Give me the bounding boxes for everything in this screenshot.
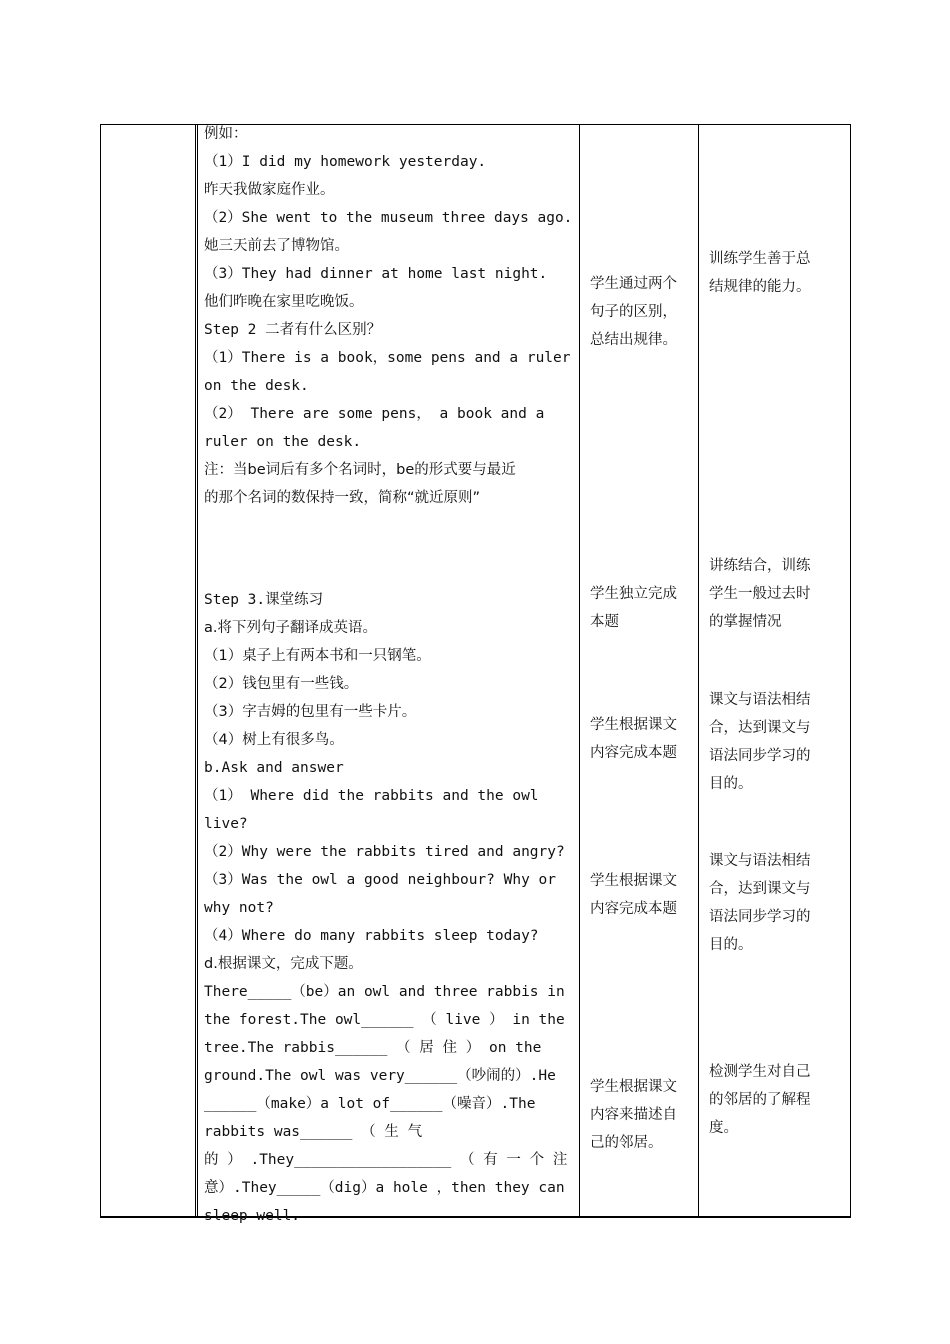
student-activity-4-line: 学生根据课文 — [590, 873, 677, 889]
student-activity-4 — [590, 867, 694, 923]
design-intent-5-line: 的邻居的了解程 — [709, 1092, 811, 1108]
student-activity-5-line: 学生根据课文 — [590, 1079, 677, 1095]
design-intent-4-line: 目的。 — [709, 937, 753, 953]
column-divider-1 — [195, 124, 196, 1218]
design-intent-3-line: 目的。 — [709, 776, 753, 792]
note-line-1: 注：当be词后有多个名词时，be的形式要与最近 — [204, 462, 516, 478]
student-activity-5-line: 内容来描述自 — [590, 1107, 677, 1123]
column-divider-3 — [698, 124, 699, 1218]
column-divider-1b — [197, 124, 198, 1218]
exercise-d-line-9: sleep well. — [204, 1208, 301, 1224]
student-activity-1-line: 总结出规律。 — [590, 332, 677, 348]
example-1-cn: 昨天我做家庭作业。 — [204, 182, 335, 198]
design-intent-2-line: 学生一般过去时 — [709, 586, 811, 602]
student-activity-2-line: 本题 — [590, 614, 619, 630]
design-intent-5 — [709, 1058, 843, 1142]
design-intent-3-line: 合，达到课文与 — [709, 720, 811, 736]
exercise-d-line-2: the forest.The owl______ （ live ） in the — [204, 1012, 565, 1028]
step-2-sentence-1-cont: on the desk. — [204, 378, 309, 394]
exercise-d-line-7: 的 ） .They__________________ （ 有 一 个 注 — [204, 1152, 568, 1168]
design-intent-2-line: 讲练结合，训练 — [709, 558, 811, 574]
step-2-sentence-2-cont: ruler on the desk. — [204, 434, 362, 450]
step-3-heading: Step 3.课堂练习 — [204, 592, 324, 608]
example-2-cn: 她三天前去了博物馆。 — [204, 238, 349, 254]
student-activity-1-line: 句子的区别， — [590, 304, 677, 320]
example-3-en: （3）They had dinner at home last night. — [204, 266, 548, 282]
exercise-b-item-1-cont: live? — [204, 816, 248, 832]
exercise-b-heading: b.Ask and answer — [204, 760, 344, 776]
design-intent-5-line: 度。 — [709, 1120, 738, 1136]
table-right-border — [850, 124, 851, 1218]
exercise-d-line-5: ______（make）a lot of______（噪音）.The — [204, 1096, 536, 1112]
exercise-a-item-1: （1）桌子上有两本书和一只钢笔。 — [204, 648, 431, 664]
student-activity-3-line: 内容完成本题 — [590, 745, 677, 761]
exercise-a-item-4: （4）树上有很多鸟。 — [204, 732, 344, 748]
exercise-a-item-2: （2）钱包里有一些钱。 — [204, 676, 359, 692]
design-intent-3-line: 课文与语法相结 — [709, 692, 811, 708]
example-3-cn: 他们昨晚在家里吃晚饭。 — [204, 294, 364, 310]
design-intent-3 — [709, 686, 843, 798]
design-intent-5-line: 检测学生对自己 — [709, 1064, 811, 1080]
student-activity-1 — [590, 270, 694, 354]
design-intent-3-line: 语法同步学习的 — [709, 748, 811, 764]
exercise-b-item-2: （2）Why were the rabbits tired and angry? — [204, 844, 565, 860]
step-2-sentence-2: （2） There are some pens， a book and a — [204, 406, 545, 422]
design-intent-4 — [709, 847, 843, 959]
design-intent-2 — [709, 552, 843, 636]
student-activity-3 — [590, 711, 694, 767]
table-left-border — [100, 124, 101, 1218]
exercise-d-line-8: 意）.They_____（dig）a hole ，then they can — [204, 1180, 565, 1196]
student-activity-5-line: 己的邻居。 — [590, 1135, 663, 1151]
exercise-d-line-3: tree.The rabbis______ （ 居 住 ） on the — [204, 1040, 542, 1056]
column-divider-2 — [579, 124, 580, 1218]
exercise-b-item-1: （1） Where did the rabbits and the owl — [204, 788, 539, 804]
teaching-content-column — [204, 124, 573, 1224]
example-heading: 例如： — [204, 126, 248, 142]
design-intent-1-line: 结规律的能力。 — [709, 279, 811, 295]
step-2-heading: Step 2 二者有什么区别？ — [204, 322, 382, 338]
student-activity-3-line: 学生根据课文 — [590, 717, 677, 733]
student-activity-2 — [590, 580, 694, 636]
design-intent-1-line: 训练学生善于总 — [709, 251, 811, 267]
example-1-en: （1）I did my homework yesterday. — [204, 154, 487, 170]
design-intent-2-line: 的掌握情况 — [709, 614, 782, 630]
exercise-b-item-3: （3）Was the owl a good neighbour? Why or — [204, 872, 557, 888]
exercise-d-line-6: rabbits was______ （ 生 气 — [204, 1124, 423, 1140]
student-activity-4-line: 内容完成本题 — [590, 901, 677, 917]
exercise-a-heading: a.将下列句子翻译成英语。 — [204, 620, 377, 636]
exercise-d-line-4: ground.The owl was very______（吵闹的）.He — [204, 1068, 556, 1084]
exercise-d-heading: d.根据课文，完成下题。 — [204, 956, 363, 972]
design-intent-1 — [709, 245, 843, 301]
exercise-d-line-1: There_____（be）an owl and three rabbis in — [204, 984, 565, 1000]
exercise-b-item-3-cont: why not? — [204, 900, 274, 916]
example-2-en: （2）She went to the museum three days ago. — [204, 210, 573, 226]
exercise-a-item-3: （3）字吉姆的包里有一些卡片。 — [204, 704, 417, 720]
student-activity-5 — [590, 1073, 694, 1157]
design-intent-4-line: 课文与语法相结 — [709, 853, 811, 869]
step-2-sentence-1: （1）There is a book，some pens and a ruler — [204, 350, 571, 366]
exercise-b-item-4: （4）Where do many rabbits sleep today? — [204, 928, 539, 944]
student-activity-2-line: 学生独立完成 — [590, 586, 677, 602]
student-activity-1-line: 学生通过两个 — [590, 276, 677, 292]
design-intent-4-line: 合，达到课文与 — [709, 881, 811, 897]
note-line-2: 的那个名词的数保持一致，简称“就近原则” — [204, 490, 481, 506]
design-intent-4-line: 语法同步学习的 — [709, 909, 811, 925]
